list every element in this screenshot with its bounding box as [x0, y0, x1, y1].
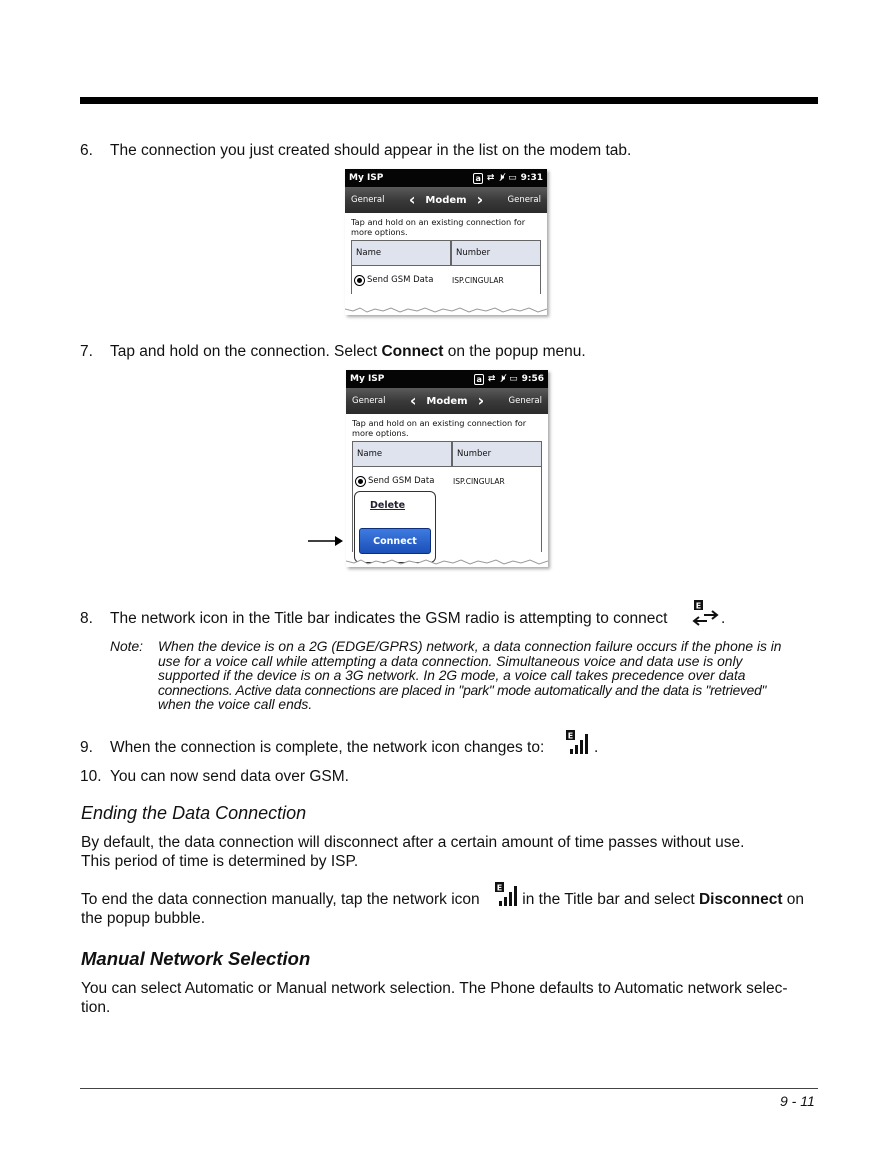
- torn-edge: [346, 557, 548, 567]
- note-line: connections. Active data connections are placed in "park" mode automatically and the data is "retrieved": [158, 682, 767, 698]
- note-body: [158, 640, 818, 713]
- tab-bar: [346, 388, 548, 414]
- column-number-header[interactable]: Number: [457, 449, 492, 459]
- title-bar: [346, 370, 548, 388]
- step-text: You can now send data over GSM.: [110, 768, 349, 785]
- screen-title: My ISP: [349, 173, 384, 183]
- connection-number: ISP.CINGULAR: [453, 476, 505, 486]
- column-name-header[interactable]: Name: [353, 442, 453, 466]
- section-heading: Manual Network Selection: [81, 948, 311, 969]
- step-text: [110, 342, 586, 361]
- clock-time: 9:56: [521, 374, 544, 384]
- edge-connecting-icon: [692, 600, 720, 626]
- step-text: The network icon in the Title bar indicates the GSM radio is attempting to connect: [110, 610, 668, 627]
- step-text-bold: Connect: [381, 343, 444, 360]
- header-rule: [80, 97, 818, 104]
- hint-text: [345, 213, 547, 237]
- table-header: [353, 442, 541, 467]
- hint-line: Tap and hold on an existing connection for: [351, 217, 526, 227]
- step-number: 9.: [80, 739, 93, 756]
- screen-title: My ISP: [350, 374, 385, 384]
- step-text: When the connection is complete, the network icon changes to:: [110, 739, 545, 756]
- paragraph-line: tion.: [81, 999, 111, 1016]
- tab-general-left[interactable]: General: [351, 195, 385, 205]
- connection-name: Send GSM Data: [368, 476, 435, 486]
- step-number: 7.: [80, 343, 93, 360]
- paragraph-bold: Disconnect: [698, 891, 783, 908]
- tab-general-right[interactable]: General: [507, 195, 541, 205]
- tab-modem-current: Modem: [426, 395, 468, 407]
- radio-selected-icon[interactable]: [354, 275, 365, 286]
- title-bar: [345, 169, 547, 187]
- torn-edge: [345, 305, 547, 315]
- connection-number: ISP.CINGULAR: [452, 275, 504, 285]
- edge-signal-icon: [565, 730, 593, 756]
- note-line: use for a voice call while attempting a data connection. Simultaneous voice and data use is only: [158, 653, 743, 669]
- step-text: The connection you just created should appear in the list on the modem tab.: [110, 142, 632, 159]
- step-text-period: .: [594, 739, 599, 756]
- chevron-left-icon[interactable]: ‹: [408, 190, 416, 209]
- delete-menu-item[interactable]: Delete: [370, 500, 406, 511]
- note-label: Note:: [110, 639, 143, 654]
- tab-general-left[interactable]: General: [352, 396, 386, 406]
- paragraph-line: To end the data connection manually, tap the network icon: [81, 891, 480, 908]
- step-text-part: Tap and hold on the connection. Select: [110, 343, 382, 360]
- connection-name: Send GSM Data: [367, 275, 434, 285]
- edge-signal-icon: [494, 882, 520, 908]
- table-row[interactable]: [352, 266, 540, 294]
- chevron-right-icon[interactable]: ›: [477, 391, 485, 410]
- tab-modem-current: Modem: [425, 194, 467, 206]
- paragraph-part: in the Title bar and select: [518, 891, 699, 908]
- table-header: [352, 241, 540, 266]
- connect-menu-item[interactable]: Connect: [359, 528, 431, 554]
- hint-line: more options.: [351, 227, 408, 237]
- note-line: when the voice call ends.: [158, 697, 313, 713]
- volume-mute-icon: 🕨̸: [498, 173, 505, 183]
- step-text-period: .: [721, 610, 726, 627]
- step-number: 10.: [80, 768, 102, 785]
- column-name-header[interactable]: Name: [352, 241, 452, 265]
- hint-line: more options.: [352, 428, 409, 438]
- step-text-part: on the popup menu.: [443, 343, 586, 360]
- paragraph-line: This period of time is determined by ISP.: [81, 853, 359, 870]
- popup-menu: [354, 491, 436, 563]
- note-line: supported if the device is on a 3G network. In 2G mode, a voice call takes precedence over data: [158, 668, 746, 684]
- at-icon: a: [476, 374, 482, 384]
- paragraph-line: By default, the data connection will disconnect after a certain amount of time passes without use.: [81, 834, 745, 851]
- chevron-right-icon[interactable]: ›: [476, 190, 484, 209]
- edge-letter: E: [695, 601, 702, 611]
- step-number: 6.: [80, 142, 93, 159]
- hint-line: Tap and hold on an existing connection for: [352, 418, 527, 428]
- paragraph-line: You can select Automatic or Manual network selection. The Phone defaults to Automatic network selec-: [81, 980, 788, 997]
- volume-mute-icon: 🕨̸: [499, 374, 506, 384]
- page-number: 9 - 11: [780, 1093, 815, 1109]
- footer-rule: [80, 1088, 818, 1089]
- phone-screenshot-connect-popup: [346, 370, 548, 567]
- tab-general-right[interactable]: General: [508, 396, 542, 406]
- paragraph-line: the popup bubble.: [81, 910, 206, 927]
- note-line: When the device is on a 2G (EDGE/GPRS) network, a data connection failure occurs if the phone is in: [158, 639, 782, 654]
- column-number-header[interactable]: Number: [456, 248, 491, 258]
- hint-text: [346, 414, 548, 438]
- network-transfer-icon: ⇄: [487, 374, 496, 384]
- battery-icon: ▭: [509, 374, 518, 384]
- tab-bar: [345, 187, 547, 213]
- phone-screenshot-modem-list: [345, 169, 547, 315]
- paragraph-part: on: [782, 891, 805, 908]
- arrow-right-icon: [308, 535, 344, 547]
- connection-table: [351, 240, 541, 294]
- edge-letter: E: [567, 731, 574, 741]
- at-icon: a: [475, 173, 481, 183]
- step-number: 8.: [80, 610, 93, 627]
- section-heading: Ending the Data Connection: [81, 803, 307, 823]
- network-transfer-icon: ⇄: [486, 173, 495, 183]
- battery-icon: ▭: [508, 173, 517, 183]
- chevron-left-icon[interactable]: ‹: [409, 391, 417, 410]
- clock-time: 9:31: [520, 173, 543, 183]
- edge-letter: E: [496, 883, 503, 893]
- paragraph-line: [518, 890, 804, 909]
- radio-selected-icon[interactable]: [355, 476, 366, 487]
